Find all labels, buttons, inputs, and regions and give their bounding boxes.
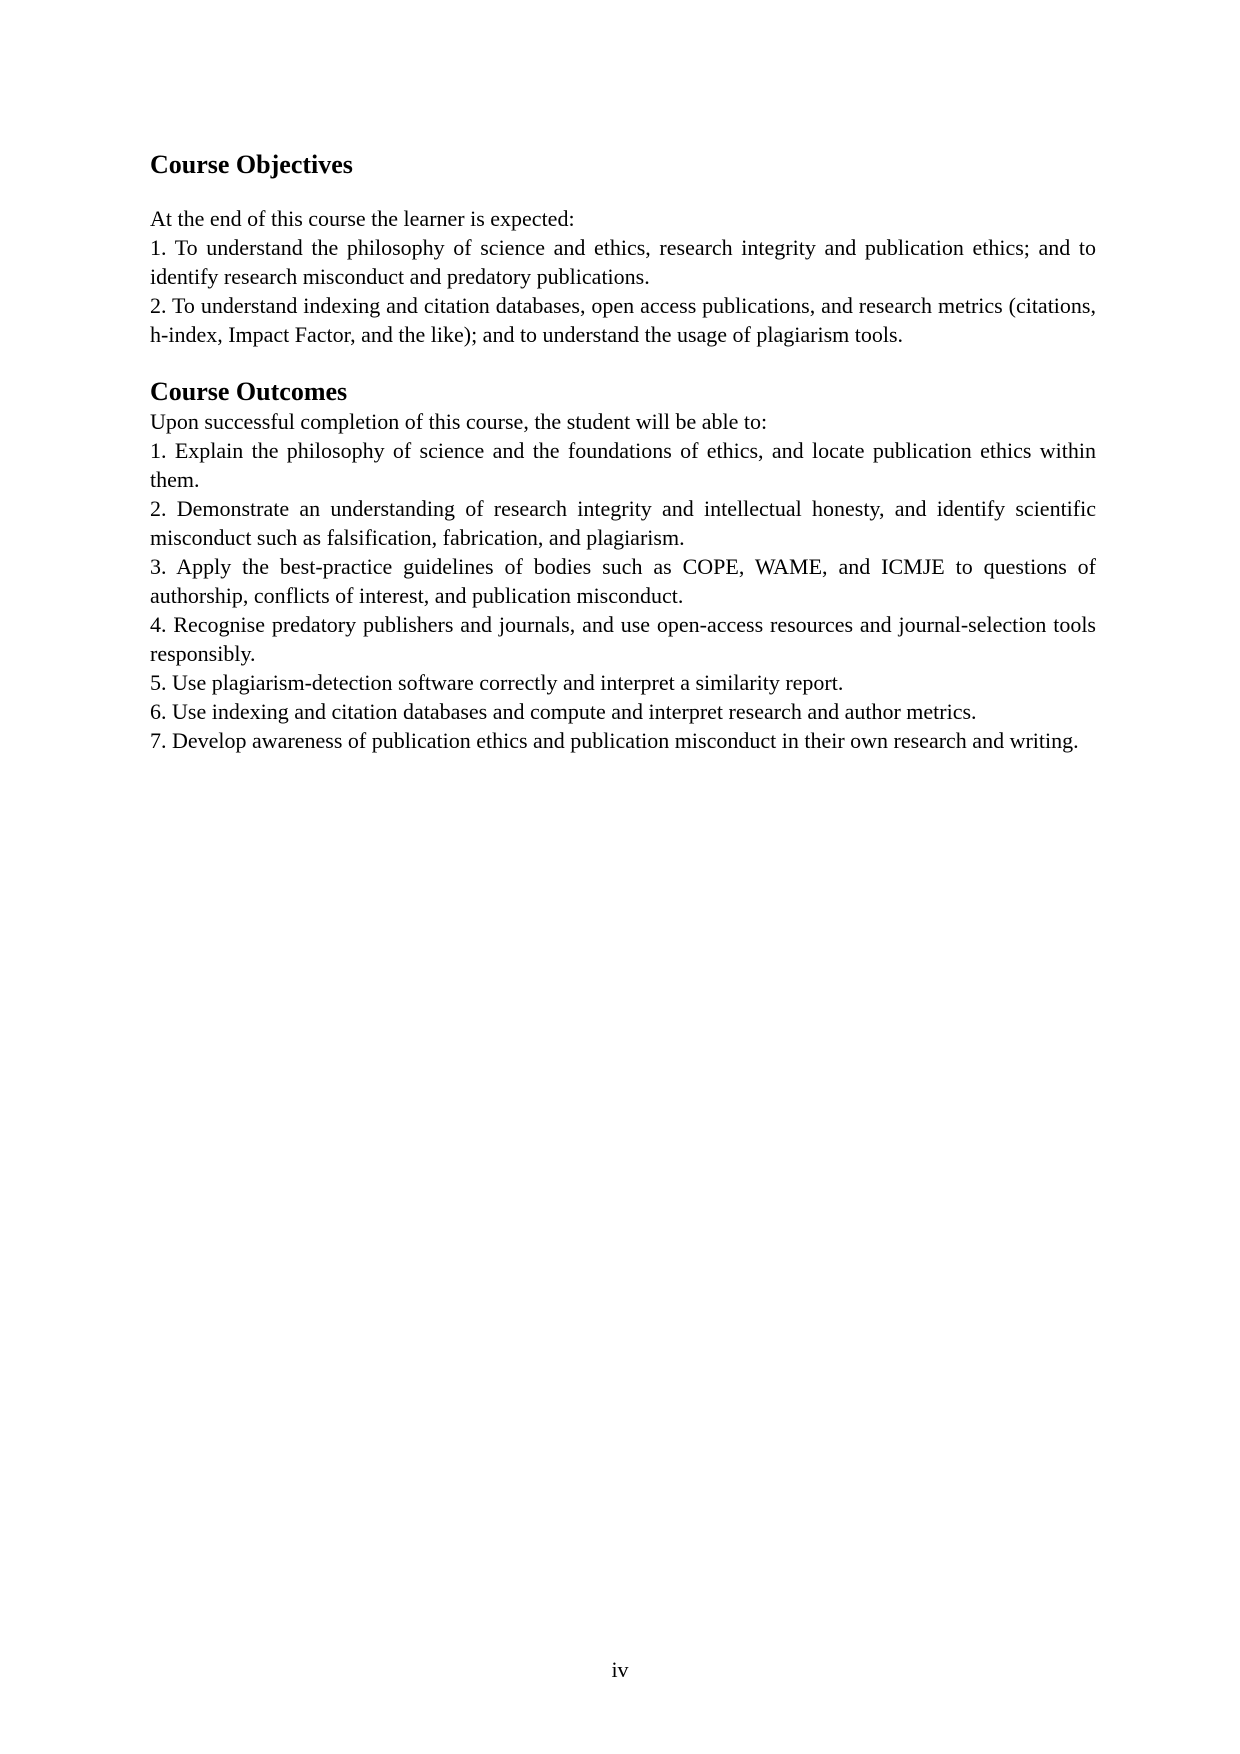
course-outcomes-list xyxy=(150,436,1096,755)
page-content xyxy=(150,150,1096,755)
outcome-item-2: 2. Demonstrate an understanding of research integrity and intellectual honesty, and identify scientific misconduct such as falsification, fabrication, and plagiarism. xyxy=(150,496,1096,550)
outcome-item-1: 1. Explain the philosophy of science and the foundations of ethics, and locate publication ethics within them. xyxy=(150,438,1096,492)
objective-item-2: 2. To understand indexing and citation databases, open access publications, and research metrics (citations, h-index, Impact Factor, and the like); and to understand the usage of plagiarism tools. xyxy=(150,293,1096,347)
course-outcomes-intro: Upon successful completion of this course, the student will be able to: xyxy=(150,409,768,434)
objective-item-1: 1. To understand the philosophy of science and ethics, research integrity and publication ethics; and to identify research misconduct and predatory publications. xyxy=(150,235,1096,289)
page-number: iv xyxy=(611,1657,629,1682)
outcome-item-3: 3. Apply the best-practice guidelines of bodies such as COPE, WAME, and ICMJE to questions of authorship, conflicts of interest, and publication misconduct. xyxy=(150,554,1096,608)
course-objectives-list xyxy=(150,233,1096,349)
course-objectives-intro: At the end of this course the learner is expected: xyxy=(150,206,575,231)
outcome-item-5: 5. Use plagiarism-detection software correctly and interpret a similarity report. xyxy=(150,670,844,695)
outcome-item-7: 7. Develop awareness of publication ethics and publication misconduct in their own research and writing. xyxy=(150,728,1079,753)
course-outcomes-section xyxy=(150,377,1096,755)
course-objectives-section xyxy=(150,150,1096,349)
course-outcomes-heading: Course Outcomes xyxy=(150,377,348,406)
outcome-item-4: 4. Recognise predatory publishers and journals, and use open-access resources and journal-selection tools responsibly. xyxy=(150,612,1096,666)
course-objectives-heading: Course Objectives xyxy=(150,150,353,179)
outcome-item-6: 6. Use indexing and citation databases and compute and interpret research and author metrics. xyxy=(150,699,977,724)
